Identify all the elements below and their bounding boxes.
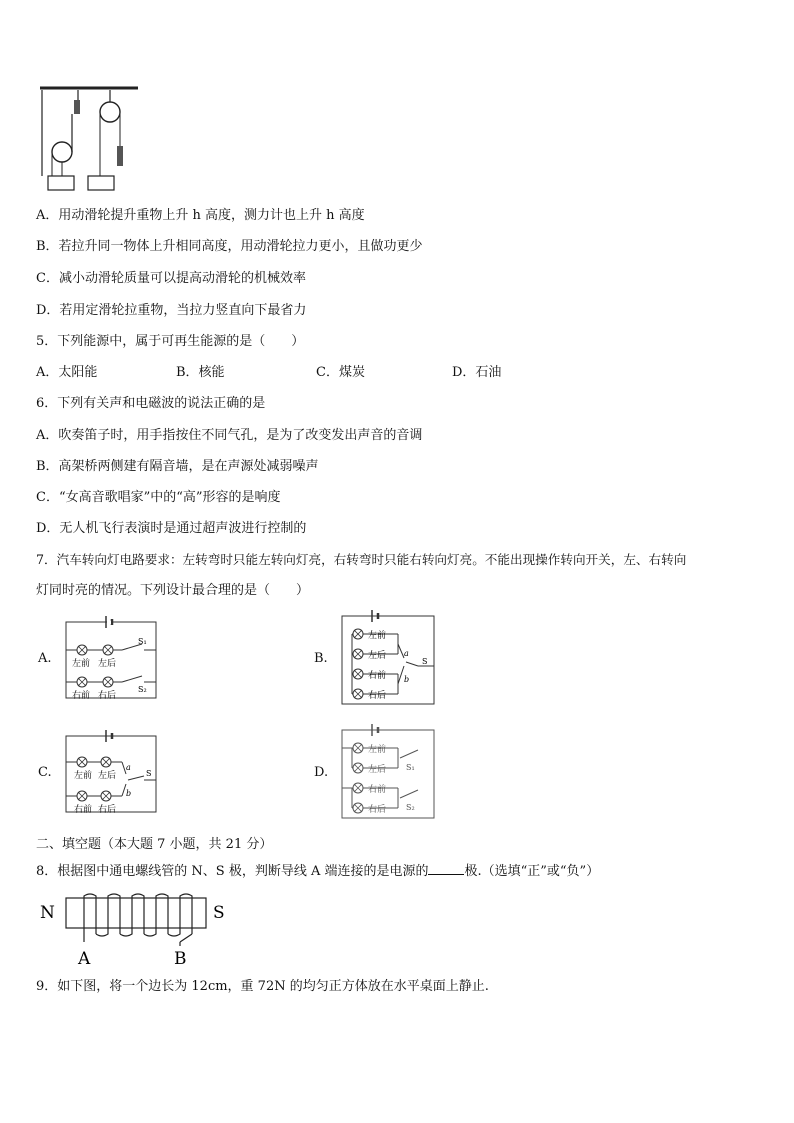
- circuit-c-contact-b: b: [126, 789, 132, 798]
- q4-option-c: C．减小动滑轮质量可以提高动滑轮的机械效率: [36, 271, 306, 286]
- circuit-d-lamp-right-rear: 右后: [368, 805, 387, 815]
- solenoid-end-a: A: [78, 949, 91, 969]
- circuit-b-lamp-left-rear: 左后: [368, 651, 387, 661]
- q7-option-b-label: B.: [314, 651, 328, 666]
- q6-stem: 6．下列有关声和电磁波的说法正确的是: [36, 396, 266, 411]
- circuit-a-lamp-right-rear: 右后: [98, 691, 117, 701]
- circuit-b-contact-b: b: [404, 675, 410, 684]
- solenoid-pole-n: N: [40, 903, 55, 923]
- circuit-d: [338, 720, 438, 824]
- q6-option-b: B．高架桥两侧建有隔音墙，是在声源处减弱噪声: [36, 459, 319, 474]
- circuit-c-lamp-right-rear: 右后: [98, 805, 117, 815]
- circuit-d-switch-s2: S₂: [406, 803, 415, 812]
- q4-option-a: A．用动滑轮提升重物上升 h 高度，测力计也上升 h 高度: [36, 208, 365, 223]
- circuit-b-contact-a: a: [404, 649, 409, 658]
- circuit-b-lamp-right-rear: 右后: [368, 691, 387, 701]
- q8-stem: [36, 862, 599, 881]
- circuit-a-switch-s1: S₁: [138, 637, 147, 646]
- circuit-b-switch-s: S: [422, 657, 428, 666]
- q5-option-a: A．太阳能: [36, 365, 98, 380]
- circuit-d-lamp-left-front: 左前: [368, 745, 387, 755]
- circuit-a: [62, 612, 162, 704]
- q7-stem-line2: 灯同时亮的情况。下列设计最合理的是（ ）: [36, 583, 310, 598]
- solenoid-end-b: B: [174, 949, 187, 969]
- q5-option-c: C．煤炭: [316, 365, 365, 380]
- q8-stem-after: 极.（选填“正”或“负”）: [464, 864, 600, 879]
- section-2-heading: 二、填空题（本大题 7 小题，共 21 分）: [36, 837, 273, 852]
- q5-stem: 5．下列能源中，属于可再生能源的是（ ）: [36, 334, 305, 349]
- q6-option-a: A．吹奏笛子时，用手指按住不同气孔，是为了改变发出声音的音调: [36, 428, 423, 443]
- circuit-a-switch-s2: S₂: [138, 685, 147, 694]
- q6-option-c: C．“女高音歌唱家”中的“高”形容的是响度: [36, 490, 281, 505]
- circuit-c: [62, 726, 162, 818]
- q5-option-d: D．石油: [452, 365, 502, 380]
- q6-option-d: D．无人机飞行表演时是通过超声波进行控制的: [36, 521, 307, 536]
- circuit-b-lamp-left-front: 左前: [368, 631, 387, 641]
- circuit-c-switch-s: S: [146, 769, 152, 778]
- q8-stem-before: 8．根据图中通电螺线管的 N、S 极，判断导线 A 端连接的是电源的: [36, 864, 429, 879]
- q9-stem: 9．如下图，将一个边长为 12cm，重 72N 的均匀正方体放在水平桌面上静止.: [36, 979, 489, 994]
- q7-option-c-label: C.: [38, 765, 52, 780]
- circuit-b: [338, 606, 438, 710]
- pulley-figure: [38, 84, 142, 194]
- circuit-b-lamp-right-front: 右前: [368, 671, 387, 681]
- circuit-d-switch-s1: S₁: [406, 763, 415, 772]
- q4-option-b: B．若拉升同一物体上升相同高度，用动滑轮拉力更小，且做功更少: [36, 239, 423, 254]
- circuit-d-lamp-left-rear: 左后: [368, 765, 387, 775]
- q8-answer-blank[interactable]: [428, 862, 464, 875]
- q5-option-b: B．核能: [176, 365, 225, 380]
- solenoid-figure: [36, 890, 236, 970]
- circuit-a-lamp-left-rear: 左后: [98, 659, 117, 669]
- circuit-c-contact-a: a: [126, 763, 131, 772]
- circuit-a-lamp-right-front: 右前: [72, 691, 91, 701]
- q7-stem-line1: 7．汽车转向灯电路要求：左转弯时只能左转向灯亮，右转弯时只能右转向灯亮。不能出现操作转向开关，左、右转向: [36, 552, 687, 567]
- circuit-c-lamp-left-rear: 左后: [98, 771, 117, 781]
- circuit-d-lamp-right-front: 右前: [368, 785, 387, 795]
- q7-option-d-label: D.: [314, 765, 329, 780]
- circuit-c-lamp-right-front: 右前: [74, 805, 93, 815]
- q7-option-a-label: A.: [38, 651, 52, 666]
- circuit-a-lamp-left-front: 左前: [72, 659, 91, 669]
- solenoid-pole-s: S: [213, 903, 225, 923]
- circuit-c-lamp-left-front: 左前: [74, 771, 93, 781]
- q4-option-d: D．若用定滑轮拉重物，当拉力竖直向下最省力: [36, 303, 307, 318]
